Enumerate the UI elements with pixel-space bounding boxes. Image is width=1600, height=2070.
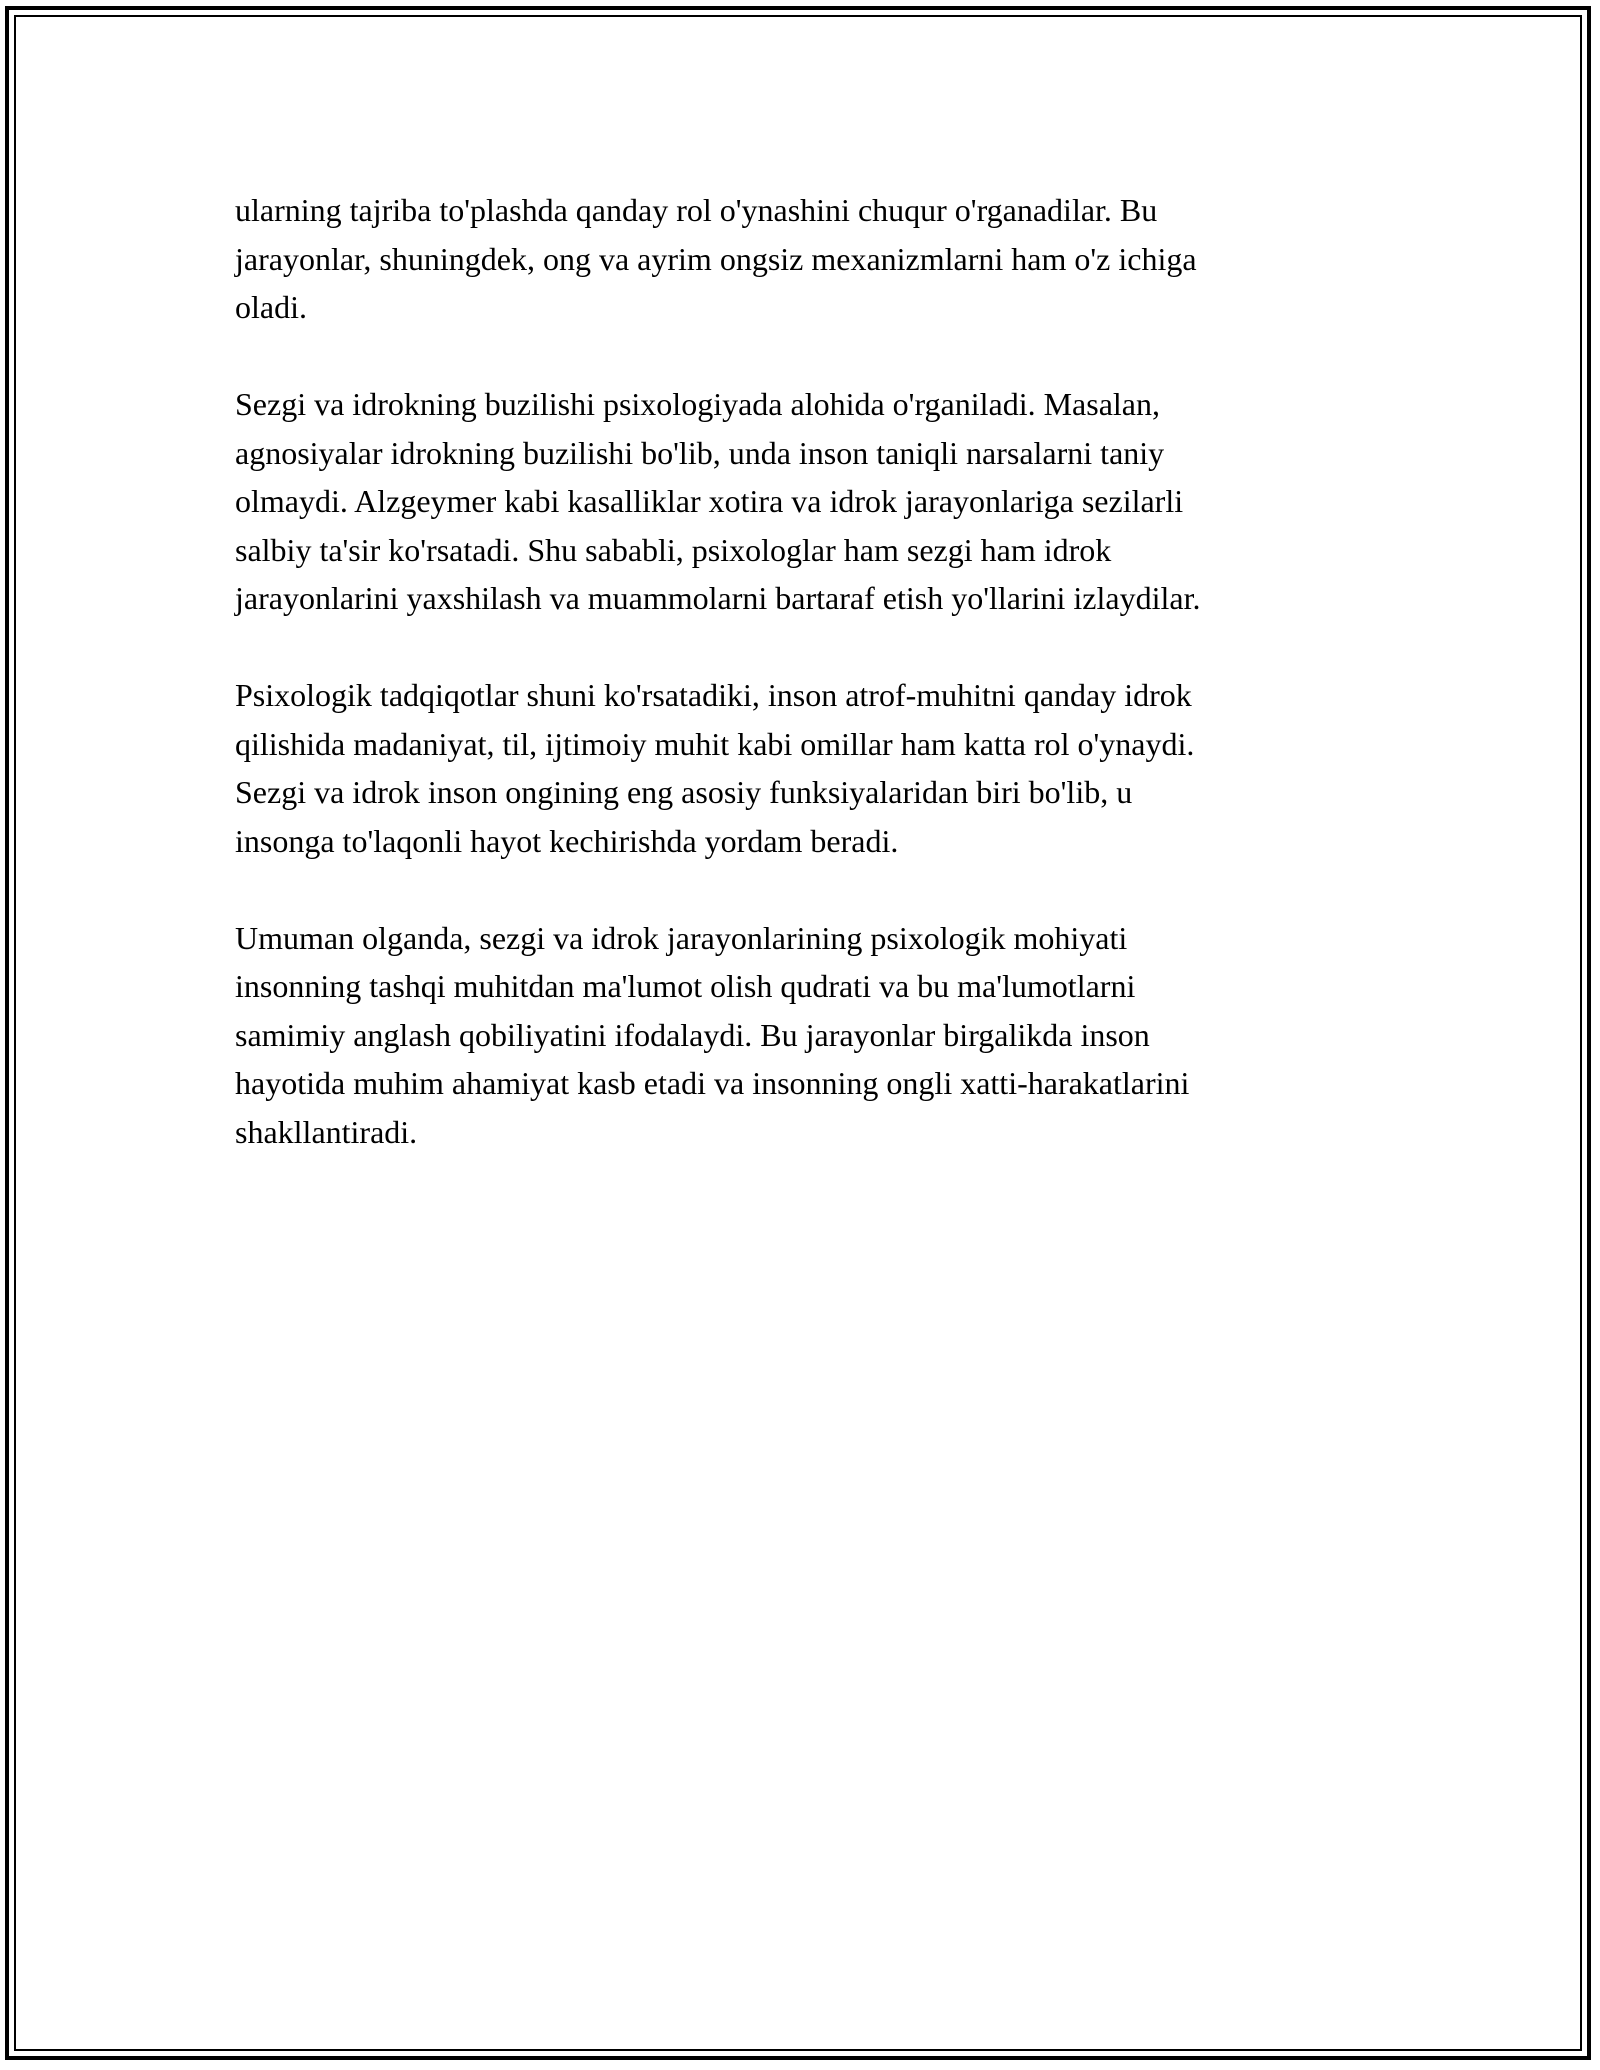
paragraph: Sezgi va idrokning buzilishi psixologiyada alohida o'rganiladi. Masalan, agnosiyalar idrokning buzilishi bo'lib, unda inson taniqli narsalarni taniy olmaydi. Alzgeymer kabi kasalliklar xotira va idrok jarayonlariga sezilarli salbiy ta'sir ko'rsatadi. Shu sababli, psixologlar ham sezgi ham idrok jarayonlarini yaxshilash va muammolarni bartaraf etish yo'llarini izlaydilar.: [235, 386, 1201, 616]
paragraph: Psixologik tadqiqotlar shuni ko'rsatadiki, inson atrof-muhitni qanday idrok qilishida madaniyat, til, ijtimoiy muhit kabi omillar ham katta rol o'ynaydi. Sezgi va idrok inson ongining eng asosiy funksiyalaridan biri bo'lib, u insonga to'laqonli hayot kechirishda yordam beradi.: [235, 677, 1195, 859]
document-body: [235, 186, 1385, 1205]
paragraph: Umuman olganda, sezgi va idrok jarayonlarining psixologik mohiyati insonning tashqi muhitdan ma'lumot olish qudrati va bu ma'lumotlarni samimiy anglash qobiliyatini ifodalaydi. Bu jarayonlar birgalikda inson hayotida muhim ahamiyat kasb etadi va insonning ongli xatti-harakatlarini shakllantiradi.: [235, 919, 1190, 1150]
paragraph: ularning tajriba to'plashda qanday rol o'ynashini chuqur o'rganadilar. Bu jarayonlar, shuningdek, ong va ayrim ongsiz mexanizmlarni ham o'z ichiga oladi.: [235, 192, 1197, 325]
